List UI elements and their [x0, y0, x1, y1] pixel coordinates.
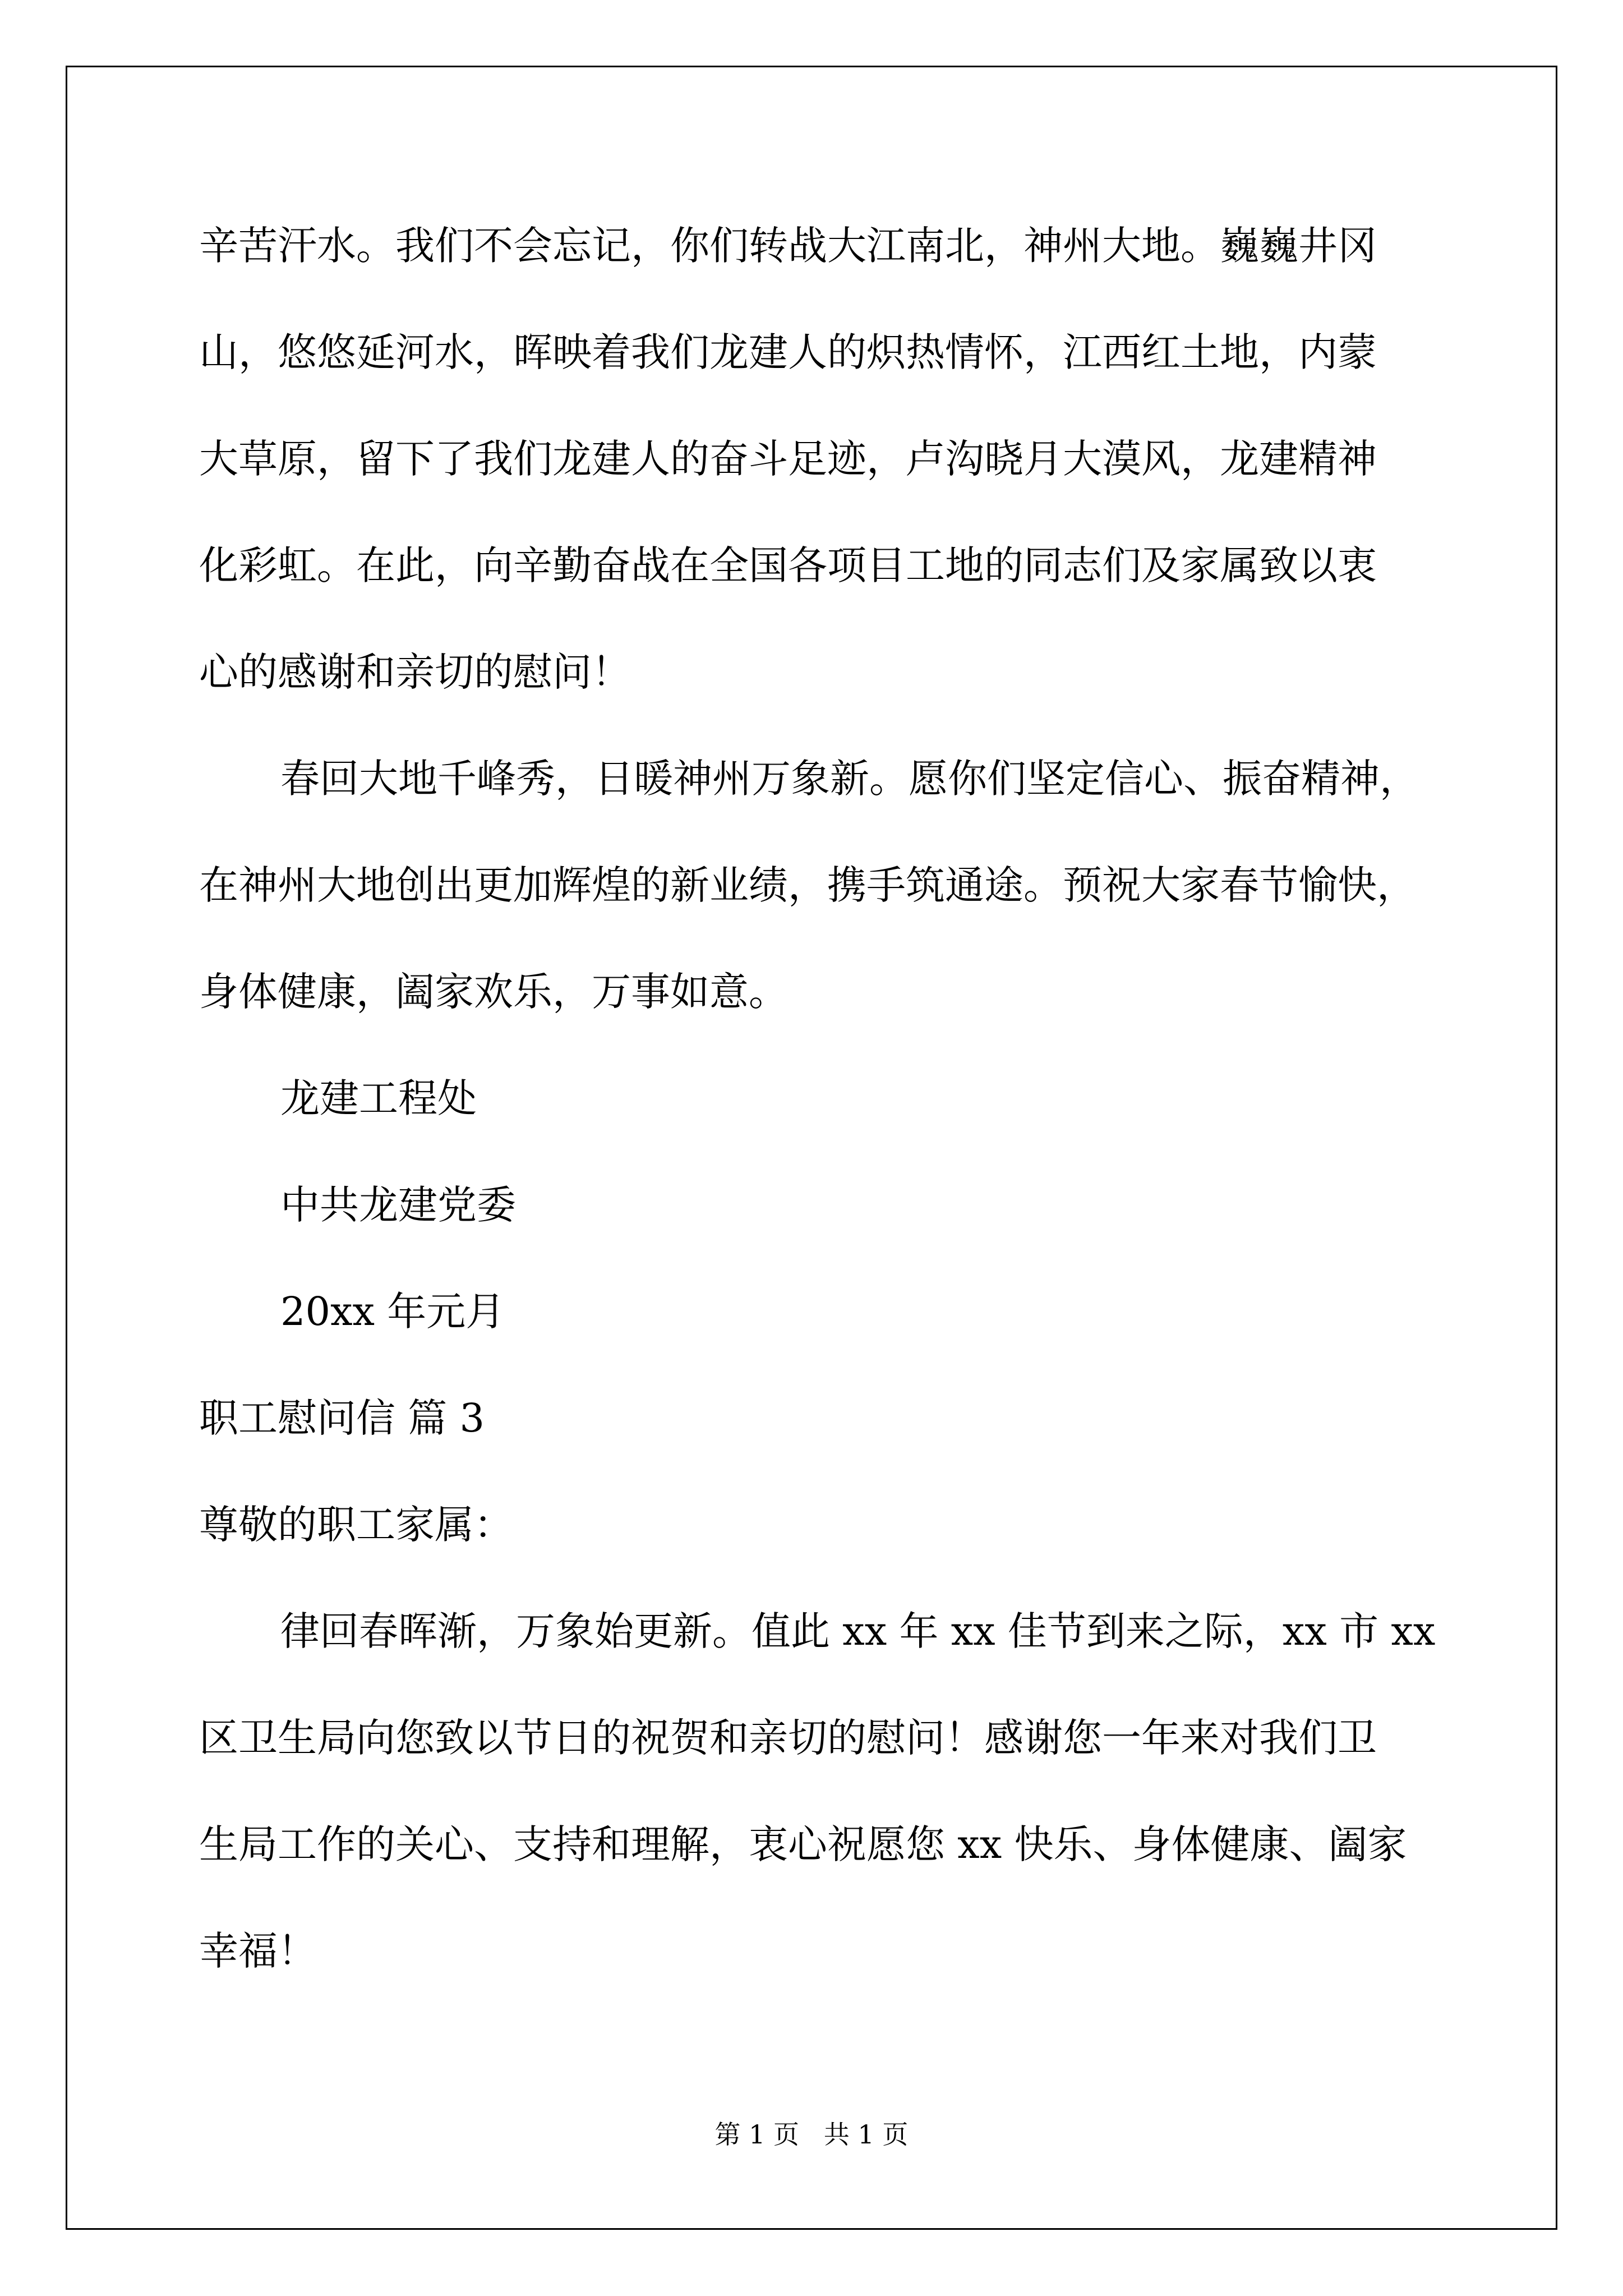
- signature-date: 20xx 年元月: [280, 1289, 505, 1335]
- page-border: [66, 66, 1557, 2230]
- page-number-footer: 第 1 页 共 1 页: [714, 2119, 909, 2150]
- paragraph-line: 化彩虹。在此，向辛勤奋战在全国各项目工地的同志们及家属致以衷: [199, 542, 1377, 588]
- paragraph-line: 春回大地千峰秀，日暖神州万象新。愿你们坚定信心、振奋精神，: [280, 756, 1419, 802]
- paragraph-line: 身体健康，阖家欢乐，万事如意。: [199, 969, 788, 1015]
- paragraph-line: 生局工作的关心、支持和理解，衷心祝愿您 xx 快乐、身体健康、阖家: [199, 1821, 1407, 1867]
- paragraph-line: 幸福！: [199, 1928, 317, 1974]
- paragraph-line: 辛苦汗水。我们不会忘记，你们转战大江南北，神州大地。巍巍井冈: [199, 223, 1377, 269]
- paragraph-line: 在神州大地创出更加辉煌的新业绩，携手筑通途。预祝大家春节愉快，: [199, 862, 1416, 908]
- salutation: 尊敬的职工家属：: [199, 1502, 513, 1548]
- signature-org: 龙建工程处: [280, 1075, 477, 1121]
- paragraph-line: 律回春晖渐，万象始更新。值此 xx 年 xx 佳节到来之际，xx 市 xx: [280, 1608, 1436, 1654]
- paragraph-line: 区卫生局向您致以节日的祝贺和亲切的慰问！感谢您一年来对我们卫: [199, 1715, 1377, 1761]
- section-heading: 职工慰问信 篇 3: [199, 1395, 485, 1441]
- paragraph-line: 山，悠悠延河水，晖映着我们龙建人的炽热情怀，江西红土地，内蒙: [199, 329, 1377, 375]
- paragraph-line: 大草原，留下了我们龙建人的奋斗足迹，卢沟晓月大漠风，龙建精神: [199, 436, 1377, 482]
- paragraph-line: 心的感谢和亲切的慰问！: [199, 649, 631, 695]
- signature-committee: 中共龙建党委: [280, 1182, 516, 1228]
